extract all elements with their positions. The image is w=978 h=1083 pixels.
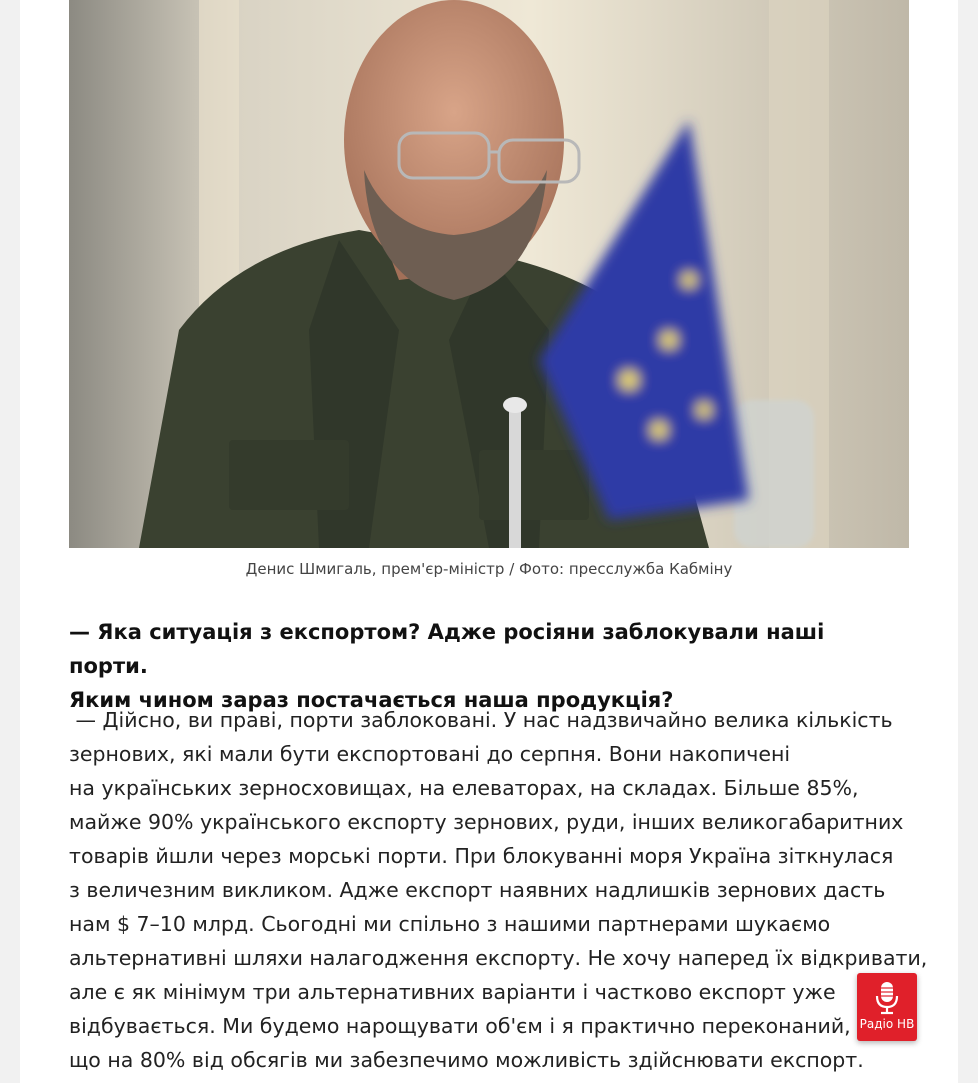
answer-line: нам $ 7–10 млрд. Сьогодні ми спільно з нашими партнерами шукаємо xyxy=(69,912,831,936)
interview-question xyxy=(69,615,909,717)
answer-line: майже 90% українського експорту зернових, руди, інших великогабаритних xyxy=(69,810,904,834)
answer-line: але є як мінімум три альтернативних варіанти і частково експорт уже xyxy=(69,980,836,1004)
answer-line: — Дійсно, ви праві, порти заблоковані. У нас надзвичайно велика кількість xyxy=(69,708,893,732)
answer-line: з величезним викликом. Адже експорт наявних надлишків зернових дасть xyxy=(69,878,886,902)
interview-answer xyxy=(69,703,928,1077)
article-photo xyxy=(69,0,909,548)
radio-nv-button[interactable] xyxy=(857,973,917,1041)
question-line: — Яка ситуація з експортом? Адже росіяни заблокували наші порти. xyxy=(69,620,825,678)
answer-line: відбувається. Ми будемо нарощувати об'єм і я практично переконаний, xyxy=(69,1014,851,1038)
photo-caption: Денис Шмигаль, прем'єр-міністр / Фото: пресслужба Кабміну xyxy=(245,560,733,578)
article-page xyxy=(20,0,958,1083)
answer-line: альтернативні шляхи налагодження експорту. Не хочу наперед їх відкривати, xyxy=(69,946,928,970)
answer-line: товарів йшли через морські порти. При блокуванні моря Україна зіткнулася xyxy=(69,844,894,868)
answer-line: зернових, які мали бути експортовані до серпня. Вони накопичені xyxy=(69,742,791,766)
answer-line: на українських зерносховищах, на елеваторах, на складах. Більше 85%, xyxy=(69,776,859,800)
portrait-photo xyxy=(69,0,909,548)
answer-line: що на 80% від обсягів ми забезпечимо можливість здійснювати експорт. xyxy=(69,1048,864,1072)
microphone-icon xyxy=(874,981,900,1015)
question-line: Яким чином зараз постачається наша продукція? xyxy=(69,688,674,712)
radio-nv-label: Радіо НВ xyxy=(859,1017,915,1031)
